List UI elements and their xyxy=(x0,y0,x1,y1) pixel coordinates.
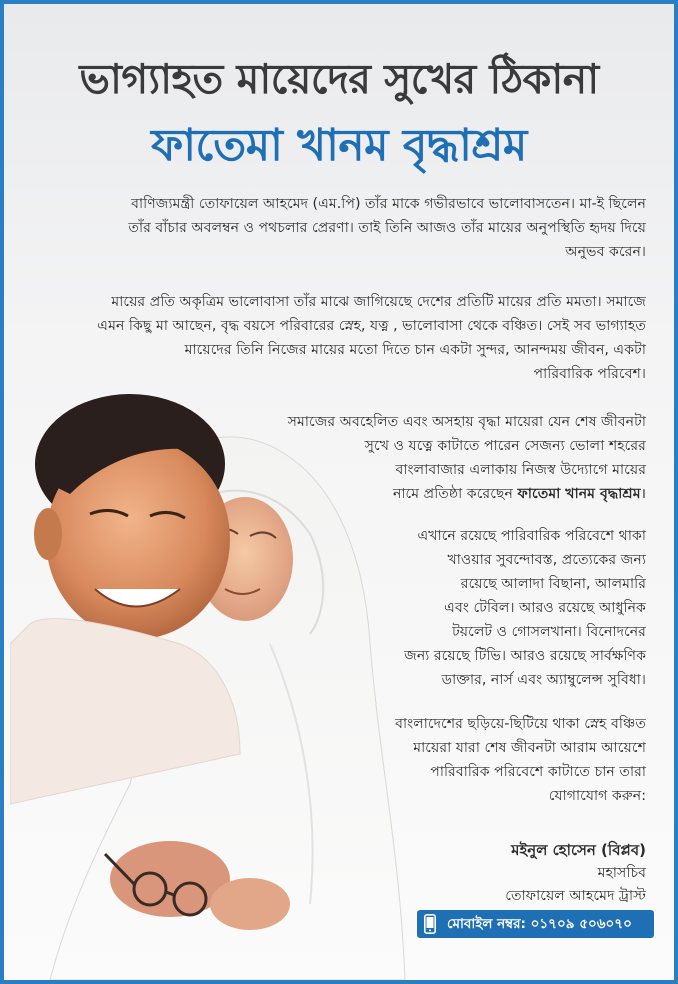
text-line: এবং টেবিল। আরও রয়েছে আধুনিক xyxy=(444,600,646,616)
headline-line1: ভাগ্যাহত মায়েদের সুখের ঠিকানা xyxy=(79,55,599,103)
paragraph-founding xyxy=(288,410,646,506)
text-line: মায়ের প্রতি অকৃত্রিম ভালোবাসা তাঁর মাঝে জাগিয়েছে দেশের প্রতিটি মায়ের প্রতি মমতা। সমাজে xyxy=(111,294,646,310)
text-line: জন্য রয়েছে টিভি। আরও রয়েছে সার্বক্ষণিক xyxy=(404,648,646,664)
text-line: ডাক্তার, নার্স এবং অ্যাম্বুলেন্স সুবিধা। xyxy=(441,672,646,688)
text-line: টয়লেট ও গোসলখানা। বিনোদনের xyxy=(452,624,646,640)
text-line: বাংলাবাজার এলাকায় নিজস্ব উদ্যোগে মায়ের xyxy=(395,462,646,478)
text-line xyxy=(288,482,646,506)
text-line: সমাজের অবহেলিত এবং অসহায় বৃদ্ধা মায়েরা যেন শেষ জীবনটা xyxy=(287,414,646,430)
text-line: এমন কিছু মা আছেন, বৃদ্ধ বয়সে পরিবারের স্নেহ, যত্ন , ভালোবাসা থেকে বঞ্চিত। সেই সব ভাগ্যাহত xyxy=(97,318,646,334)
text-line: মায়েরা যারা শেষ জীবনটা আরাম আয়েশে xyxy=(413,740,646,756)
organization-name: ফাতেমা খানম বৃদ্ধাশ্রম xyxy=(517,486,641,502)
text-span: নামে প্রতিষ্ঠা করেছেন xyxy=(392,486,518,502)
mobile-number-text xyxy=(443,913,632,936)
text-line: যোগাযোগ করুন: xyxy=(548,788,646,804)
signatory-organization: তোফায়েল আহমেদ ট্রাস্ট xyxy=(505,888,646,904)
text-line: সুখে ও যত্নে কাটাতে পারেন সেজন্য ভোলা শহরের xyxy=(364,438,646,454)
paragraph-contact-invite xyxy=(395,712,646,808)
text-line: তাঁর বাঁচার অবলম্বন ও পথচলার প্রেরণা। তাই তিনি আজও তাঁর মায়ের অনুপস্থিতি হৃদয় দিয়ে xyxy=(128,220,646,236)
signatory-title: মহাসচিব xyxy=(597,865,646,881)
mobile-phone-icon xyxy=(417,910,443,938)
mobile-number-bar xyxy=(417,910,654,938)
signatory-name: মইনুল হোসেন (বিপ্লব) xyxy=(511,841,646,859)
headline-line2: ফাতেমা খানম বৃদ্ধাশ্রম xyxy=(151,120,527,171)
mobile-label: মোবাইল নম্বর: xyxy=(447,915,526,932)
text-line: বাণিজ্যমন্ত্রী তোফায়েল আহমেদ (এম.পি) তাঁর মাকে গভীরভাবে ভালোবাসতেন। মা-ই ছিলেন xyxy=(131,196,646,212)
text-line: রয়েছে আলাদা বিছানা, আলমারি xyxy=(460,576,646,592)
text-line: বাংলাদেশের ছড়িয়ে-ছিটিয়ে থাকা স্নেহ বঞ্চিত xyxy=(395,716,646,732)
signature-block xyxy=(505,839,646,908)
text-line: মায়েদের তিনি নিজের মায়ের মতো দিতে চান একটা সুন্দর, আনন্দময় জীবন, একটা xyxy=(184,342,646,358)
text-line: খাওয়ার সুবন্দোবস্ত, প্রত্যেকের জন্য xyxy=(447,552,646,568)
text-span: । xyxy=(640,486,646,502)
text-line: এখানে রয়েছে পারিবারিক পরিবেশে থাকা xyxy=(417,528,646,544)
paragraph-love xyxy=(97,290,646,386)
mobile-number: ০১৭০৯ ৫০৬০৭০ xyxy=(530,915,632,932)
paragraph-intro xyxy=(128,192,646,264)
text-line: অনুভব করেন। xyxy=(565,244,646,260)
text-line: পারিবারিক পরিবেশে কাটাতে চান তারা xyxy=(430,764,646,780)
text-line: পারিবারিক পরিবেশ। xyxy=(533,366,646,382)
paragraph-facilities xyxy=(404,524,646,692)
